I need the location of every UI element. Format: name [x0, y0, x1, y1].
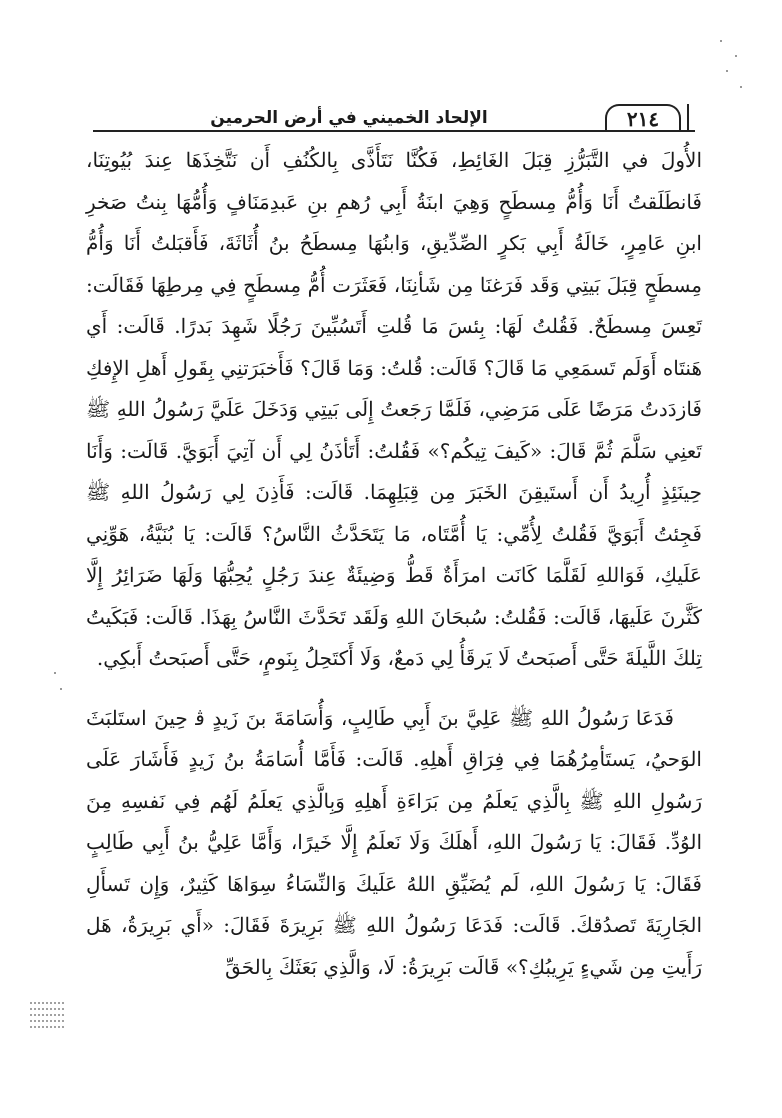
- scan-speck: [60, 688, 62, 690]
- running-header: [93, 104, 695, 132]
- library-stamp: [30, 998, 64, 1046]
- scan-speck: [720, 40, 722, 42]
- scan-speck: [740, 86, 742, 88]
- body-text: [86, 140, 702, 988]
- scan-speck: [735, 55, 737, 57]
- page-number: ٢١٤: [605, 104, 681, 132]
- scan-speck: [726, 70, 728, 72]
- paragraph-1: الأُولَ في التَّبَرُّزِ قِبَلَ الغَائِطِ، فَكُنَّا نَتَأَذَّى بِالكُنُفِ أَن نَتَّخِذَهَا عِندَ بُيُوتِنَا، فَانطَلَقتُ أَنَا وَأُمُّ مِسطَحٍ وَهِيَ ابنَةُ أَبِي رُهمِ بنِ عَبدِمَنَافٍ وَأُمُّهَا بِنتُ صَخرِ ابنِ عَامِرٍ، خَالَةُ أَبِي بَكرٍ الصِّدِّيقِ، وَابنُهَا مِسطَحُ بنُ أُثَاثَةَ، فَأَقبَلتُ أَنَا وَأُمُّ مِسطَحٍ قِبَلَ بَيتِي وَقَد فَرَغنَا مِن شَأنِنَا، فَعَثَرَت أُمُّ مِسطَحٍ فِي مِرطِهَا فَقَالَت: تَعِسَ مِسطَحٌ. فَقُلتُ لَهَا: بِئسَ مَا قُلتِ أَتَسُبِّينَ رَجُلًا شَهِدَ بَدرًا. قَالَت: أَي هَنتَاه أَوَلَم تَسمَعِي مَا قَالَ؟ قَالَت: قُلتُ: وَمَا قَالَ؟ فَأَخبَرَتنِي بِقَولِ أَهلِ الإِفكِ فَازدَدتُ مَرَضًا عَلَى مَرَضِي، فَلَمَّا رَجَعتُ إِلَى بَيتِي وَدَخَلَ عَلَيَّ رَسُولُ اللهِ ﷺ تَعنِي سَلَّمَ ثُمَّ قَالَ: «كَيفَ تِيكُم؟» فَقُلتُ: أَتَأذَنُ لِي أَن آتِيَ أَبَوَيَّ. قَالَت: وَأَنَا حِينَئِذٍ أُرِيدُ أَن أَستَيقِنَ الخَبَرَ مِن قِبَلِهِمَا. قَالَت: فَأَذِنَ لِي رَسُولُ اللهِ ﷺ فَجِئتُ أَبَوَيَّ فَقُلتُ لِأُمِّي: يَا أُمَّتَاه، مَا يَتَحَدَّثُ النَّاسُ؟ قَالَت: يَا بُنَيَّةُ، هَوِّنِي عَلَيكِ، فَوَاللهِ لَقَلَّمَا كَانَت امرَأَةٌ قَطُّ وَضِيئَةٌ عِندَ رَجُلٍ يُحِبُّهَا وَلَهَا ضَرَائِرُ إِلَّا كَثَّرنَ عَلَيهَا، قَالَت: فَقُلتُ: سُبحَانَ اللهِ وَلَقَد تَحَدَّثَ النَّاسُ بِهَذَا. قَالَت: فَبَكَيتُ تِلكَ اللَّيلَةَ حَتَّى أَصبَحتُ لَا يَرقَأُ لِي دَمعٌ، وَلَا أَكتَحِلُ بِنَومٍ، حَتَّى أَصبَحتُ أَبكِي.: [86, 148, 702, 670]
- paragraph-2: فَدَعَا رَسُولُ اللهِ ﷺ عَلِيَّ بنَ أَبِي طَالِبٍ، وَأُسَامَةَ بنَ زَيدٍ ﭬ حِينَ استَلبَثَ الوَحيُ، يَستَأمِرُهُمَا فِي فِرَاقِ أَهلِهِ. قَالَت: فَأَمَّا أُسَامَةُ بنُ زَيدٍ فَأَشَارَ عَلَى رَسُولِ اللهِ ﷺ بِالَّذِي يَعلَمُ مِن بَرَاءَةِ أَهلِهِ وَبِالَّذِي يَعلَمُ لَهُم فِي نَفسِهِ مِنَ الوُدِّ. فَقَالَ: يَا رَسُولَ اللهِ، أَهلَكَ وَلَا نَعلَمُ إِلَّا خَيرًا، وَأَمَّا عَلِيُّ بنُ أَبِي طَالِبٍ فَقَالَ: يَا رَسُولَ اللهِ، لَم يُضَيِّقِ اللهُ عَلَيكَ وَالنِّسَاءُ سِوَاهَا كَثِيرٌ، وَإِن تَسأَلِ الجَارِيَةَ تَصدُقكَ. قَالَت: فَدَعَا رَسُولُ اللهِ ﷺ بَرِيرَةَ فَقَالَ: «أَي بَرِيرَةُ، هَل رَأَيتِ مِن شَيءٍ يَرِيبُكِ؟» قَالَت بَرِيرَةُ: لَا، وَالَّذِي بَعَثَكَ بِالحَقِّ: [86, 705, 702, 979]
- running-title: الإلحاد الخميني في أرض الحرمين: [210, 108, 488, 128]
- scan-speck: [54, 672, 56, 674]
